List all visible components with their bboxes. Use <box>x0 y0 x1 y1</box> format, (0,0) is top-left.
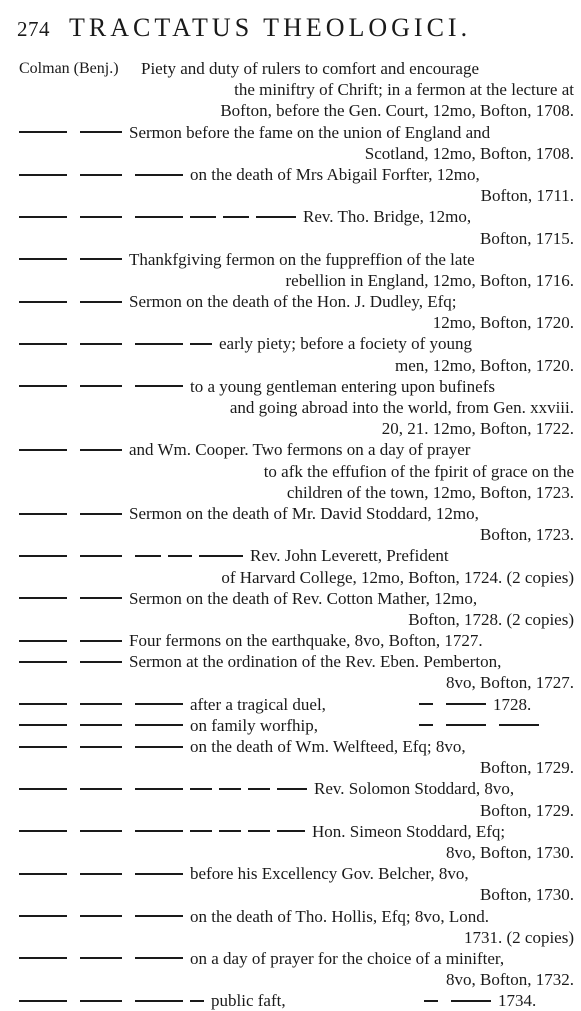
ditto-rule <box>80 873 122 875</box>
entry-title: Rev. Tho. Bridge, 12mo, <box>303 207 472 227</box>
entry-line <box>19 567 574 588</box>
ditto-rule <box>135 915 183 917</box>
ditto-rule <box>190 1000 204 1002</box>
entry-continuation: 8vo, Bofton, 1732. <box>446 970 574 990</box>
entry-continuation: children of the town, 12mo, Bofton, 1723. <box>286 482 574 502</box>
ditto-rule <box>135 555 161 557</box>
ditto-rule <box>135 385 183 387</box>
entry-title: Sermon on the death of Rev. Cotton Mather, 12mo, <box>129 588 478 608</box>
entry-line <box>19 100 574 121</box>
entry-line <box>19 397 574 418</box>
ditto-rule <box>219 788 241 790</box>
entry-line <box>19 884 574 905</box>
ditto-rule <box>190 788 212 790</box>
entry-line <box>19 524 574 545</box>
ditto-rule <box>248 830 270 832</box>
entry-title: Piety and duty of rulers to comfort and encourage <box>141 59 480 78</box>
ditto-rule <box>199 555 243 557</box>
entry-title: and Wm. Cooper. Two fermons on a day of prayer <box>129 440 471 460</box>
entry-title: Sermon at the ordination of the Rev. Eben. Pemberton, <box>129 652 502 672</box>
ditto-rule <box>135 830 183 832</box>
entry-title: on family worfhip, <box>190 715 318 735</box>
ditto-rule <box>80 597 122 599</box>
author-heading: Colman (Benj.) <box>19 60 119 77</box>
entry-date: 1734. <box>498 991 537 1011</box>
ditto-rule <box>19 746 67 748</box>
ditto-rule <box>80 258 122 260</box>
entry-line <box>19 969 574 990</box>
entry-line <box>19 694 574 715</box>
entry-title: on the death of Wm. Welfteed, Efq; 8vo, <box>190 737 466 756</box>
ditto-rule <box>19 830 67 832</box>
ditto-rule <box>80 216 122 218</box>
entry-continuation: Bofton, 1729. <box>480 758 574 778</box>
entry-continuation: Bofton, before the Gen. Court, 12mo, Bofton, 1708. <box>220 101 574 121</box>
entry-title: on a day of prayer for the choice of a minifter, <box>190 948 505 968</box>
ditto-rule <box>80 449 122 451</box>
ditto-rule <box>19 513 67 515</box>
entry-line <box>19 206 574 227</box>
ditto-rule <box>80 830 122 832</box>
ditto-rule <box>446 724 486 726</box>
ditto-rule <box>277 788 307 790</box>
ditto-rule <box>256 216 296 218</box>
entry-line <box>19 630 574 651</box>
entry-line <box>19 439 574 460</box>
entry-line <box>19 757 574 778</box>
ditto-rule <box>80 343 122 345</box>
running-title: TRACTATUS THEOLOGICI. <box>69 13 472 42</box>
entry-line <box>19 418 574 439</box>
entry-line <box>19 651 574 672</box>
ditto-rule <box>80 788 122 790</box>
entry-continuation: 1731. (2 copies) <box>463 927 574 947</box>
ditto-rule <box>80 957 122 959</box>
entry-title: to a young gentleman entering upon bufinefs <box>190 376 495 396</box>
entry-line <box>19 990 574 1011</box>
ditto-rule <box>135 873 183 875</box>
ditto-rule <box>190 216 216 218</box>
ditto-rule <box>19 703 67 705</box>
entry-title: public faft, <box>211 991 286 1011</box>
ditto-rule <box>248 788 270 790</box>
ditto-rule <box>168 555 192 557</box>
ditto-rule <box>19 873 67 875</box>
entry-title: Rev. Solomon Stoddard, 8vo, <box>314 779 515 799</box>
ditto-rule <box>419 724 433 726</box>
entry-continuation: and going abroad into the world, from Gen. xxviii. <box>229 398 574 417</box>
ditto-rule <box>135 1000 183 1002</box>
entry-line <box>19 164 574 185</box>
ditto-rule <box>80 513 122 515</box>
entry-continuation: 20, 21. 12mo, Bofton, 1722. <box>381 419 574 439</box>
entry-line <box>19 376 574 397</box>
ditto-rule <box>19 788 67 790</box>
catalogue-entries <box>19 58 574 1011</box>
ditto-rule <box>446 703 486 705</box>
entry-continuation: Bofton, 1728. (2 copies) <box>408 609 574 629</box>
entry-line <box>19 927 574 948</box>
entry-continuation: the miniftry of Chrift; in a fermon at the lecture at <box>234 80 574 100</box>
ditto-rule <box>80 915 122 917</box>
entry-line <box>19 588 574 609</box>
entry-title: Sermon before the fame on the union of England and <box>129 122 491 142</box>
ditto-rule <box>19 449 67 451</box>
ditto-rule <box>80 555 122 557</box>
entry-line <box>19 79 574 100</box>
ditto-rule <box>19 915 67 917</box>
entry-title: on the death of Tho. Hollis, Efq; 8vo, Lond. <box>190 906 490 926</box>
ditto-rule <box>135 703 183 705</box>
ditto-rule <box>419 703 433 705</box>
entry-line <box>19 800 574 821</box>
entry-continuation: Bofton, 1711. <box>480 186 574 206</box>
ditto-rule <box>19 724 67 726</box>
ditto-rule <box>80 746 122 748</box>
ditto-rule <box>135 216 183 218</box>
ditto-rule <box>80 131 122 133</box>
entry-line <box>19 143 574 164</box>
entry-continuation: 8vo, Bofton, 1727. <box>446 673 574 693</box>
ditto-rule <box>19 1000 67 1002</box>
ditto-rule <box>80 703 122 705</box>
ditto-rule <box>19 640 67 642</box>
ditto-rule <box>80 661 122 663</box>
entry-line <box>19 312 574 333</box>
entry-title: Hon. Simeon Stoddard, Efq; <box>312 821 506 841</box>
entry-continuation: rebellion in England, 12mo, Bofton, 1716. <box>285 270 574 290</box>
entry-line <box>19 185 574 206</box>
ditto-rule <box>19 957 67 959</box>
entry-title: Sermon on the death of the Hon. J. Dudley, Efq; <box>129 292 457 312</box>
entry-continuation: Bofton, 1715. <box>480 228 574 248</box>
ditto-rule <box>80 1000 122 1002</box>
entry-line <box>19 863 574 884</box>
ditto-rule <box>19 174 67 176</box>
ditto-rule <box>219 830 241 832</box>
entry-title: Sermon on the death of Mr. David Stoddard, 12mo, <box>129 503 479 523</box>
entry-line <box>19 842 574 863</box>
ditto-rule <box>19 301 67 303</box>
entry-line <box>19 333 574 354</box>
ditto-rule <box>19 258 67 260</box>
ditto-rule <box>19 661 67 663</box>
entry-line <box>19 736 574 757</box>
ditto-rule <box>80 174 122 176</box>
entry-line <box>19 821 574 842</box>
ditto-rule <box>19 216 67 218</box>
entry-date: 1728. <box>493 694 532 714</box>
entry-line <box>19 461 574 482</box>
entry-title: Thankfgiving fermon on the fuppreffion of the late <box>129 249 475 269</box>
entry-line <box>19 270 574 291</box>
entry-line <box>19 249 574 270</box>
ditto-rule <box>190 343 212 345</box>
entry-continuation: Scotland, 12mo, Bofton, 1708. <box>364 143 574 163</box>
page-header <box>17 13 572 49</box>
entry-line <box>19 355 574 376</box>
entry-line <box>19 906 574 927</box>
ditto-rule <box>135 746 183 748</box>
ditto-rule <box>135 724 183 726</box>
entry-line <box>19 291 574 312</box>
entry-continuation: Bofton, 1730. <box>480 885 574 905</box>
entry-title: Four fermons on the earthquake, 8vo, Bofton, 1727. <box>129 631 483 651</box>
entry-title: before his Excellency Gov. Belcher, 8vo, <box>190 864 469 884</box>
ditto-rule <box>80 301 122 303</box>
ditto-rule <box>451 1000 491 1002</box>
entry-continuation: Bofton, 1729. <box>480 800 574 820</box>
entry-continuation: Bofton, 1723. <box>480 525 574 545</box>
ditto-rule <box>19 131 67 133</box>
entry-line <box>19 58 574 79</box>
entry-line <box>19 503 574 524</box>
entry-line <box>19 609 574 630</box>
entry-title: after a tragical duel, <box>190 694 326 714</box>
ditto-rule <box>135 343 183 345</box>
ditto-rule <box>135 174 183 176</box>
ditto-rule <box>19 597 67 599</box>
entry-line <box>19 228 574 249</box>
ditto-rule <box>499 724 539 726</box>
entry-title: on the death of Mrs Abigail Forfter, 12mo, <box>190 164 480 184</box>
entry-line <box>19 482 574 503</box>
entry-title: early piety; before a fociety of young <box>219 334 473 354</box>
page-number: 274 <box>17 17 50 41</box>
ditto-rule <box>80 640 122 642</box>
entry-line <box>19 122 574 143</box>
entry-line <box>19 948 574 969</box>
entry-continuation: 8vo, Bofton, 1730. <box>446 842 574 862</box>
ditto-rule <box>19 555 67 557</box>
entry-line <box>19 672 574 693</box>
entry-line <box>19 778 574 799</box>
ditto-rule <box>80 724 122 726</box>
ditto-rule <box>135 788 183 790</box>
ditto-rule <box>19 385 67 387</box>
ditto-rule <box>277 830 305 832</box>
entry-continuation: of Harvard College, 12mo, Bofton, 1724. (2 copies) <box>221 567 574 587</box>
entry-continuation: men, 12mo, Bofton, 1720. <box>395 355 574 375</box>
entry-continuation: to afk the effufion of the fpirit of grace on the <box>263 461 574 481</box>
ditto-rule <box>424 1000 438 1002</box>
ditto-rule <box>223 216 249 218</box>
entry-line <box>19 715 574 736</box>
entry-continuation: 12mo, Bofton, 1720. <box>432 313 574 333</box>
ditto-rule <box>135 957 183 959</box>
entry-title: Rev. John Leverett, Prefident <box>250 546 449 566</box>
ditto-rule <box>80 385 122 387</box>
ditto-rule <box>190 830 212 832</box>
ditto-rule <box>19 343 67 345</box>
entry-line <box>19 545 574 566</box>
